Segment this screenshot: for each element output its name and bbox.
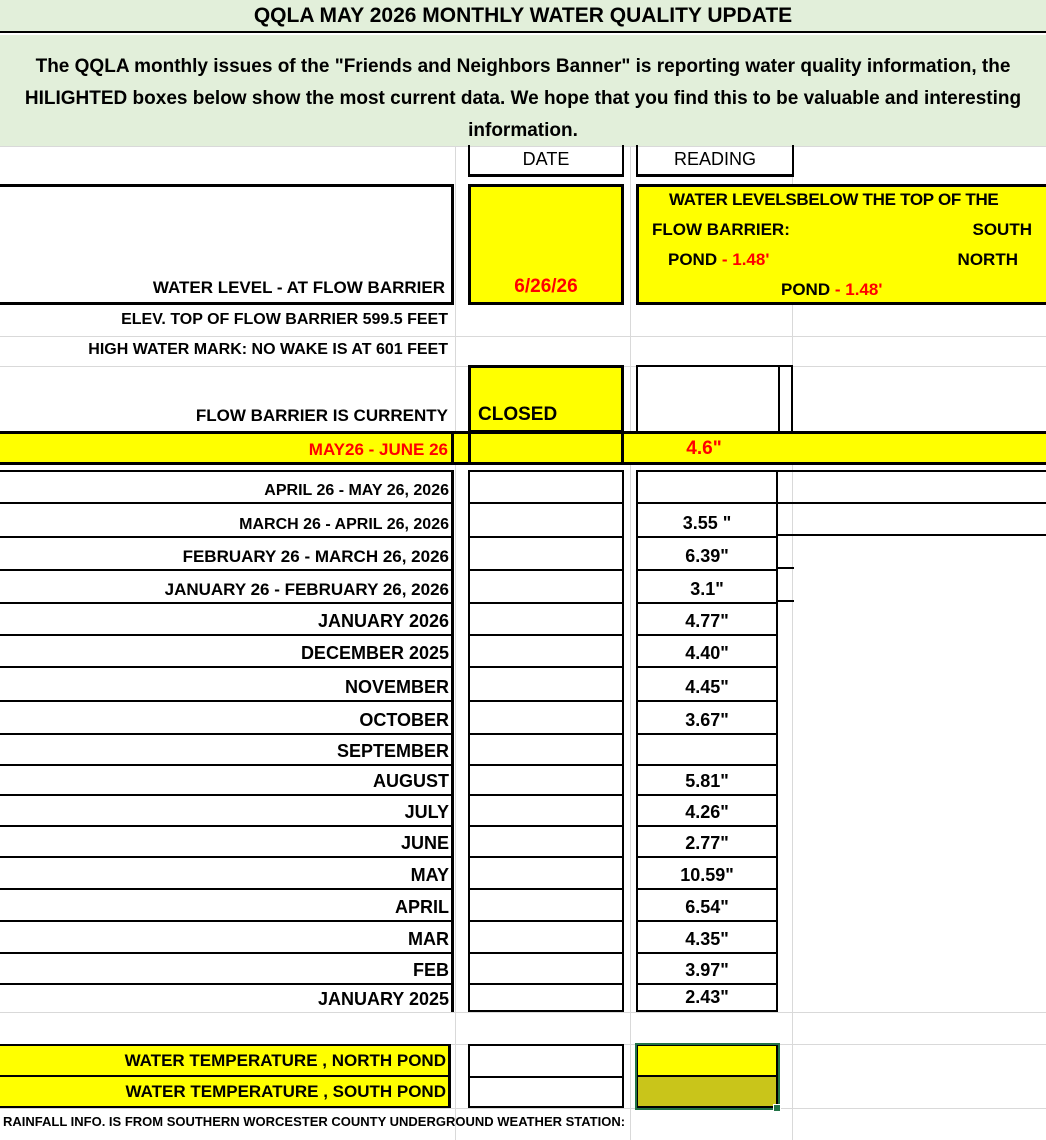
row-label: JANUARY 2026	[317, 611, 449, 631]
date-cell[interactable]	[468, 700, 624, 733]
table-row[interactable]	[0, 502, 454, 536]
row-label: APRIL 26 - MAY 26, 2026	[264, 482, 449, 499]
reading-cell[interactable]	[636, 502, 778, 536]
row-reading: 3.55 "	[682, 513, 732, 533]
row-reading: 5.81"	[685, 771, 729, 791]
table-row[interactable]	[0, 952, 454, 983]
row-reading: 10.59"	[680, 865, 734, 885]
flow-barrier-label[interactable]: FLOW BARRIER IS CURRENTY	[195, 406, 448, 425]
row-label: MAR	[408, 929, 449, 949]
reading-cell[interactable]	[636, 700, 778, 733]
table-row[interactable]	[0, 825, 454, 856]
row-reading: 4.77"	[685, 611, 729, 631]
date-cell[interactable]	[468, 920, 624, 952]
table-row[interactable]	[0, 794, 454, 825]
south-pond-value: - 1.48'	[721, 250, 770, 269]
flow-barrier-reading-cell[interactable]	[636, 365, 793, 433]
date-cell[interactable]	[468, 470, 624, 502]
row-reading: 3.97"	[685, 960, 729, 980]
south-temp-date-cell[interactable]	[468, 1077, 624, 1108]
reading-cell[interactable]	[636, 634, 778, 666]
north-temp-row[interactable]	[0, 1044, 451, 1077]
row-reading: 4.35"	[685, 929, 729, 949]
date-cell[interactable]	[468, 952, 624, 983]
table-row[interactable]	[0, 700, 454, 733]
date-cell[interactable]	[468, 634, 624, 666]
row-reading: 6.39"	[685, 546, 729, 566]
row-label: AUGUST	[373, 771, 449, 791]
cell-selection-outline[interactable]	[635, 1043, 780, 1110]
reading-cell[interactable]	[636, 602, 778, 634]
water-level-date: 6/26/26	[514, 276, 578, 297]
table-row[interactable]	[0, 888, 454, 920]
reading-cell[interactable]	[636, 569, 778, 602]
row-label: FEB	[413, 960, 449, 980]
north-pond-line	[781, 280, 882, 300]
date-cell[interactable]	[468, 794, 624, 825]
page-title: QQLA MAY 2026 MONTHLY WATER QUALITY UPDATE	[0, 0, 1046, 33]
reading-cell[interactable]	[636, 794, 778, 825]
date-cell[interactable]	[468, 569, 624, 602]
table-row[interactable]	[0, 733, 454, 764]
row-label: DECEMBER 2025	[300, 643, 449, 663]
table-row[interactable]	[0, 764, 454, 794]
table-row[interactable]	[0, 666, 454, 700]
row-label: OCTOBER	[359, 710, 449, 730]
extra-cell[interactable]	[776, 502, 1046, 536]
water-level-desc-line1: WATER LEVELSBELOW THE TOP OF THE	[669, 190, 999, 209]
row-label: APRIL	[395, 897, 449, 917]
south-temp-label: WATER TEMPERATURE , SOUTH POND	[125, 1082, 446, 1101]
row-reading: 2.43"	[685, 987, 729, 1007]
north-pond-label: POND	[781, 280, 831, 299]
water-level-label-cell[interactable]	[0, 184, 454, 305]
south-temp-row[interactable]	[0, 1077, 451, 1108]
reading-cell[interactable]	[636, 470, 778, 502]
current-rain-row[interactable]	[0, 431, 1046, 465]
date-cell[interactable]	[468, 764, 624, 794]
table-row[interactable]	[0, 920, 454, 952]
south-label: SOUTH	[972, 220, 1032, 239]
reading-cell[interactable]	[636, 983, 778, 1012]
water-level-date-cell[interactable]	[468, 184, 624, 305]
table-row[interactable]	[0, 536, 454, 569]
row-reading: 2.77"	[685, 833, 729, 853]
row-label: MAY	[410, 865, 449, 885]
row-label: JULY	[404, 802, 449, 822]
north-temp-date-cell[interactable]	[468, 1044, 624, 1077]
row-reading: 4.26"	[685, 802, 729, 822]
elevation-label[interactable]: ELEV. TOP OF FLOW BARRIER 599.5 FEET	[121, 311, 448, 328]
row-reading: 3.1"	[690, 579, 724, 599]
south-pond-line	[668, 250, 769, 270]
cell-border	[776, 567, 794, 569]
row-label: JUNE	[400, 833, 449, 853]
reading-cell[interactable]	[636, 666, 778, 700]
row-label: SEPTEMBER	[336, 741, 449, 761]
north-label: NORTH	[957, 250, 1018, 269]
intro-text: The QQLA monthly issues of the "Friends and Neighbors Banner" is reporting water quality information, the HILIGHTED boxes below show the most current data. We hope that you find this to be valuable and interesting information.	[0, 35, 1046, 146]
reading-cell[interactable]	[636, 920, 778, 952]
row-reading: 4.45"	[685, 677, 729, 697]
reading-cell[interactable]	[636, 856, 778, 888]
table-row[interactable]	[0, 634, 454, 666]
south-pond-label: POND	[668, 250, 718, 269]
row-label: JANUARY 2025	[317, 989, 449, 1009]
reading-cell[interactable]	[636, 888, 778, 920]
date-cell[interactable]	[468, 536, 624, 569]
north-pond-value: - 1.48'	[834, 280, 883, 299]
fill-handle[interactable]	[773, 1104, 781, 1112]
row-label: MARCH 26 - APRIL 26, 2026	[239, 516, 449, 533]
table-row[interactable]	[0, 569, 454, 602]
row-reading: 3.67"	[685, 710, 729, 730]
date-cell[interactable]	[468, 502, 624, 536]
current-rain-label: MAY26 - JUNE 26	[308, 440, 448, 459]
reading-cell[interactable]	[636, 733, 778, 764]
cell-border	[776, 600, 794, 602]
row-label: NOVEMBER	[344, 677, 449, 697]
high-water-label[interactable]: HIGH WATER MARK: NO WAKE IS AT 601 FEET	[88, 341, 448, 358]
reading-header-cell[interactable]	[636, 145, 794, 177]
row-reading: 6.54"	[685, 897, 729, 917]
date-cell[interactable]	[468, 666, 624, 700]
water-level-desc-line2: FLOW BARRIER:	[652, 220, 790, 239]
row-label: FEBRUARY 26 - MARCH 26, 2026	[182, 547, 449, 566]
table-row[interactable]	[0, 470, 454, 502]
current-rain-reading: 4.6"	[686, 438, 722, 459]
date-cell[interactable]	[468, 888, 624, 920]
table-row[interactable]	[0, 602, 454, 634]
reading-cell[interactable]	[636, 952, 778, 983]
table-row[interactable]	[0, 983, 454, 1012]
footer-note: RAINFALL INFO. IS FROM SOUTHERN WORCESTER COUNTY UNDERGROUND WEATHER STATION:	[3, 1114, 626, 1129]
date-cell[interactable]	[468, 983, 624, 1012]
north-temp-label: WATER TEMPERATURE , NORTH POND	[124, 1051, 446, 1070]
date-header: DATE	[522, 149, 570, 169]
date-cell[interactable]	[468, 825, 624, 856]
reading-cell[interactable]	[636, 764, 778, 794]
row-label: JANUARY 26 - FEBRUARY 26, 2026	[164, 580, 449, 599]
table-row[interactable]	[0, 856, 454, 888]
flow-barrier-status: CLOSED	[478, 404, 558, 425]
reading-cell[interactable]	[636, 536, 778, 569]
date-cell[interactable]	[468, 602, 624, 634]
water-level-label: WATER LEVEL - AT FLOW BARRIER	[152, 278, 445, 297]
row-reading: 4.40"	[685, 643, 729, 663]
flow-barrier-status-cell[interactable]	[468, 365, 624, 433]
reading-header: READING	[673, 149, 756, 169]
date-cell[interactable]	[468, 856, 624, 888]
reading-cell[interactable]	[636, 825, 778, 856]
water-level-reading-cell[interactable]	[636, 184, 1046, 305]
date-cell[interactable]	[468, 733, 624, 764]
date-header-cell[interactable]	[468, 145, 624, 177]
extra-cell[interactable]	[776, 470, 1046, 502]
